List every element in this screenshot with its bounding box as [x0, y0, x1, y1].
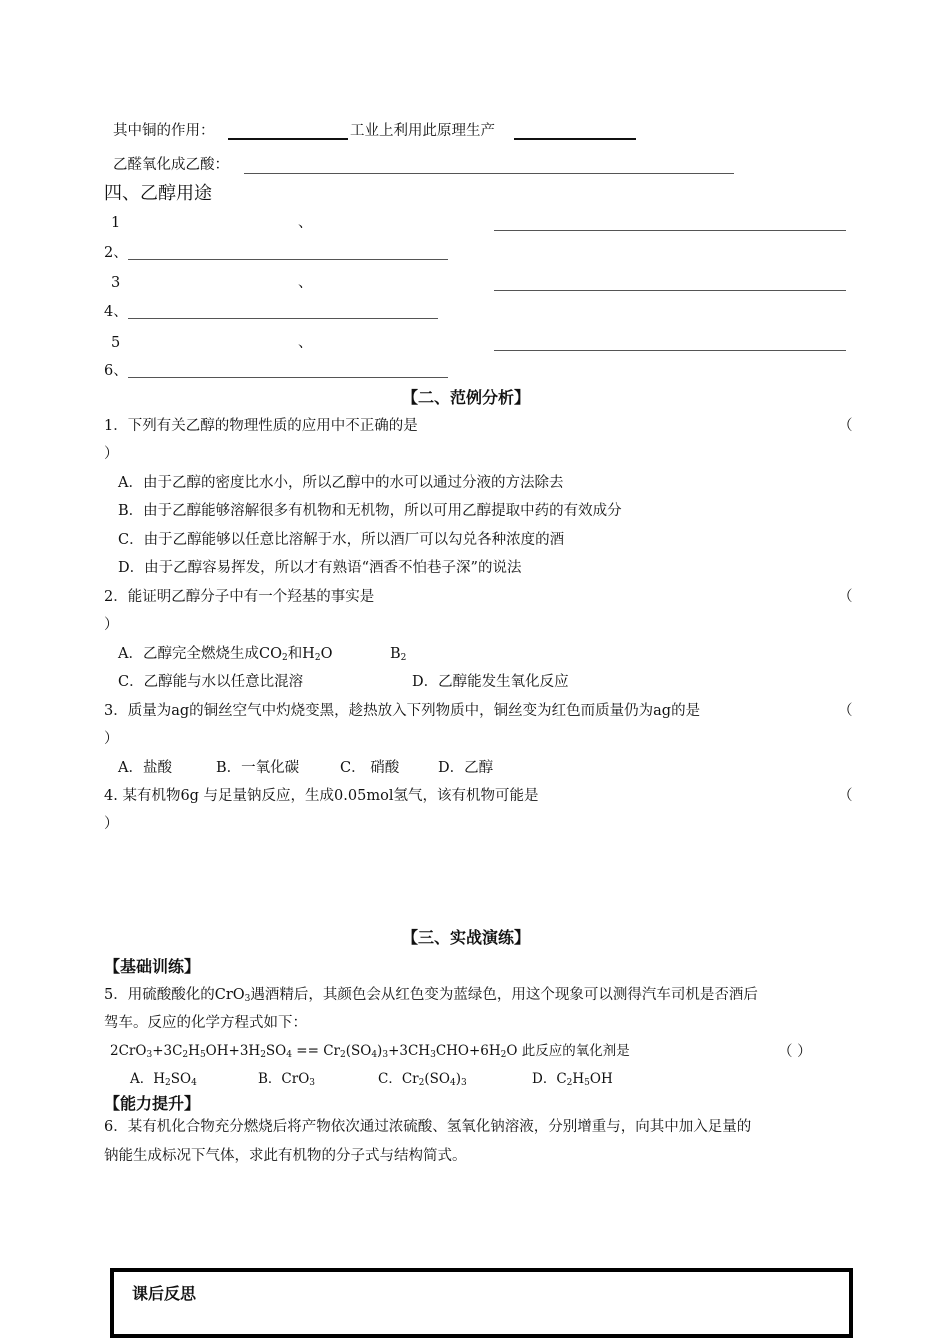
use-item-2-num: 2、 [104, 245, 128, 261]
use-item-4-blank[interactable] [128, 303, 438, 319]
q1-stem: 1．下列有关乙醇的物理性质的应用中不正确的是 [104, 418, 418, 434]
copper-industry-blank[interactable] [514, 124, 636, 140]
use-item-1-blank[interactable] [494, 215, 846, 231]
q3-stem: 3．质量为ag的铜丝空气中灼烧变黑，趁热放入下列物质中，铜丝变为红色而质量仍为ag的是 [104, 703, 701, 719]
q3-option-b: B．一氧化碳 [216, 760, 300, 776]
q3-option-a: A．盐酸 [118, 760, 172, 776]
use-item-5-num: 5 [111, 335, 121, 351]
q5-option-a: A．$H_2SO_4$ [130, 1071, 197, 1088]
q4-paren-open: （ [838, 788, 853, 804]
q1-option-d: D．由于乙醇容易挥发，所以才有熟语“酒香不怕巷子深”的说法 [118, 560, 522, 576]
q5-option-d: D．$C_2H_5OH$ [532, 1071, 613, 1088]
q1-option-a: A．由于乙醇的密度比水小，所以乙醇中的水可以通过分液的方法除去 [118, 475, 564, 491]
use-item-1-num: 1 [111, 215, 121, 231]
q6-line2: 钠能生成标况下气体，求此有机物的分子式与结构简式。 [104, 1148, 467, 1164]
q5-line2: 驾车。反应的化学方程式如下： [104, 1015, 307, 1031]
q5-option-b: B．CrO$_3$ [258, 1071, 316, 1088]
q2-option-c: C．乙醇能与水以任意比混溶 [118, 674, 304, 690]
section3-title: 【三、实战演练】 [402, 928, 531, 947]
use-item-3-blank[interactable] [494, 275, 846, 291]
use-item-1-sep: 、 [298, 215, 313, 231]
q5-option-c: C．$Cr_2(SO_4)_3$ [378, 1071, 467, 1088]
q3-option-d: D．乙醇 [438, 760, 494, 776]
q1-option-c: C．由于乙醇能够以任意比溶解于水，所以酒厂可以勾兑各种浓度的酒 [118, 532, 565, 548]
use-item-6-blank[interactable] [128, 362, 448, 378]
q2-paren-open: （ [838, 589, 853, 605]
q5-equation: $2CrO_3+3C_2H_5OH+3H_2SO_4 == Cr_2(SO_4)_3+3CH_3CHO+6H_2O$ 此反应的氧化剂是 [110, 1043, 630, 1060]
q1-option-b: B．由于乙醇能够溶解很多有机物和无机物，所以可用乙醇提取中药的有效成分 [118, 503, 622, 519]
q3-option-c: C． 硝酸 [340, 760, 400, 776]
q2-option-d: D．乙醇能发生氧化反应 [412, 674, 569, 690]
q1-paren-open: （ [838, 418, 853, 434]
q6-line1: 6．某有机化合物充分燃烧后将产物依次通过浓硫酸、氢氧化钠溶液，分别增重与，向其中加入足量的 [104, 1119, 752, 1135]
section2-title: 【二、范例分析】 [402, 388, 531, 407]
reflection-title: 课后反思 [132, 1284, 197, 1303]
q2-option-b: $B_2$ [390, 646, 407, 663]
q2-option-a: A．乙醇完全燃烧生成$CO_2$和$H_2O$ [118, 646, 333, 663]
copper-industry-label: 工业上利用此原理生产 [350, 123, 495, 139]
use-item-5-sep: 、 [298, 335, 313, 351]
q2-paren-close: ） [104, 617, 119, 633]
q2-stem: 2．能证明乙醇分子中有一个羟基的事实是 [104, 589, 375, 605]
use-item-6-num: 6、 [104, 363, 128, 379]
copper-role-label: 其中铜的作用： [113, 123, 215, 139]
q3-paren-open: （ [838, 703, 853, 719]
acetaldehyde-blank[interactable] [244, 158, 734, 174]
q5-answer-paren[interactable]: （ ） [778, 1044, 812, 1060]
use-item-3-sep: 、 [298, 275, 313, 291]
q4-paren-close: ） [104, 816, 119, 832]
reflection-box[interactable] [110, 1268, 853, 1338]
q5-line1: 5．用硫酸酸化的CrO$_3$遇酒精后，其颜色会从红色变为蓝绿色，用这个现象可以测得汽车司机是否酒后 [104, 987, 758, 1004]
use-item-5-blank[interactable] [494, 335, 846, 351]
basic-training-heading: 【基础训练】 [104, 957, 201, 976]
use-item-3-num: 3 [111, 275, 121, 291]
uses-heading: 四、乙醇用途 [104, 183, 212, 204]
advanced-heading: 【能力提升】 [104, 1094, 201, 1113]
acetaldehyde-label: 乙醛氧化成乙酸： [113, 157, 229, 173]
use-item-2-blank[interactable] [128, 244, 448, 260]
use-item-4-num: 4、 [104, 304, 128, 320]
q4-stem: 4. 某有机物6g 与足量钠反应，生成0.05mol氢气，该有机物可能是 [104, 788, 539, 804]
q3-paren-close: ） [104, 731, 119, 747]
copper-role-blank[interactable] [228, 124, 348, 140]
q1-paren-close: ） [104, 446, 119, 462]
